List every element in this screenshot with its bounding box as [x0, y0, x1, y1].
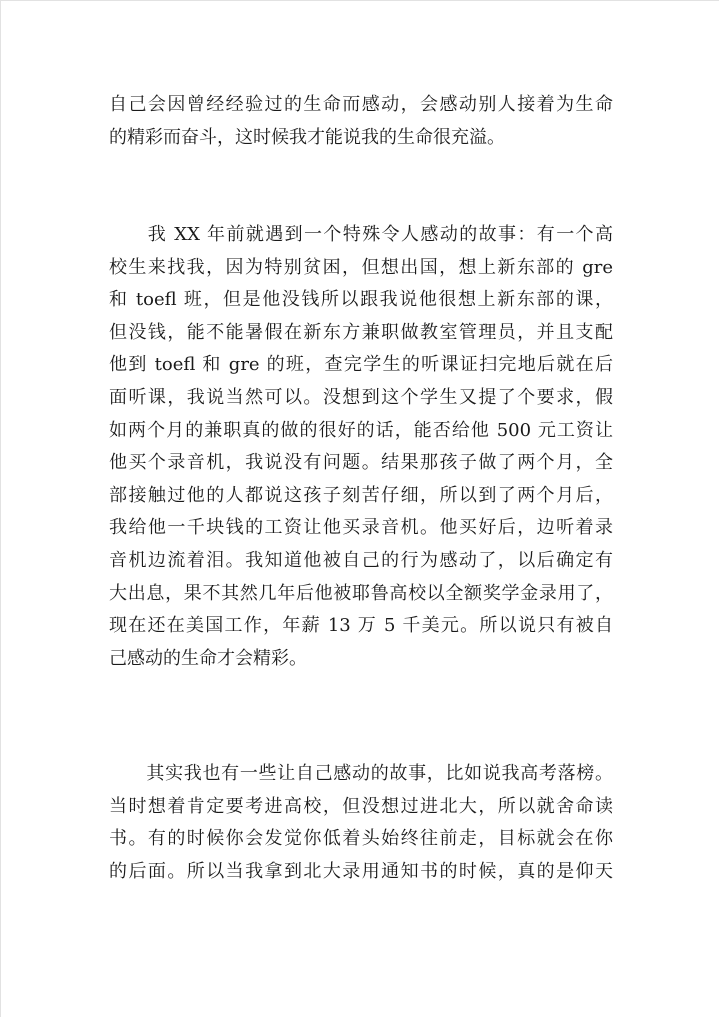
text-line: 大出息，果不其然几年后他被耶鲁高校以全额奖学金录用了，: [109, 582, 613, 604]
text-line: 但没钱，能不能暑假在新东方兼职做教室管理员，并且支配: [109, 321, 613, 343]
text-line: 面听课，我说当然可以。没想到这个学生又提了个要求，假: [109, 386, 613, 408]
text-line: 我 XX 年前就遇到一个特殊令人感动的故事：有一个高: [109, 224, 613, 245]
text-line: 书。有的时候你会发觉你低着头始终往前走，目标就会在你: [109, 828, 613, 850]
text-line: 的精彩而奋斗，这时候我才能说我的生命很充溢。: [109, 126, 505, 148]
text-line: 和 toefl 班，但是他没钱所以跟我说他很想上新东部的课，: [109, 289, 613, 311]
text-line: 我给他一千块钱的工资让他买录音机。他买好后，边听着录: [109, 517, 613, 539]
text-line: 他买个录音机，我说没有问题。结果那孩子做了两个月，全: [109, 452, 613, 474]
text-line: 如两个月的兼职真的做的很好的话，能否给他 500 元工资让: [109, 419, 613, 441]
paragraph-1: [109, 89, 613, 154]
text-line: 其实我也有一些让自己感动的故事，比如说我高考落榜。: [109, 763, 613, 784]
text-line: 校生来找我，因为特别贫困，但想出国，想上新东部的 gre: [109, 256, 613, 278]
text-line: 现在还在美国工作，年薪 13 万 5 千美元。所以说只有被自: [109, 615, 613, 637]
text-line: 当时想着肯定要考进高校，但没想过进北大，所以就舍命读: [109, 795, 613, 817]
text-line: 部接触过他的人都说这孩子刻苦仔细，所以到了两个月后，: [109, 484, 613, 506]
text-line: 己感动的生命才会精彩。: [109, 647, 307, 669]
paragraph-3: [109, 758, 613, 888]
text-line: 他到 toefl 和 gre 的班，查完学生的听课证扫完地后就在后: [109, 354, 613, 376]
paragraph-2: [109, 219, 613, 675]
text-line: 音机边流着泪。我知道他被自己的行为感动了，以后确定有: [109, 549, 613, 571]
text-line: 的后面。所以当我拿到北大录用通知书的时候，真的是仰天: [109, 860, 613, 882]
text-line: 自己会因曾经经验过的生命而感动，会感动别人接着为生命: [109, 94, 613, 115]
